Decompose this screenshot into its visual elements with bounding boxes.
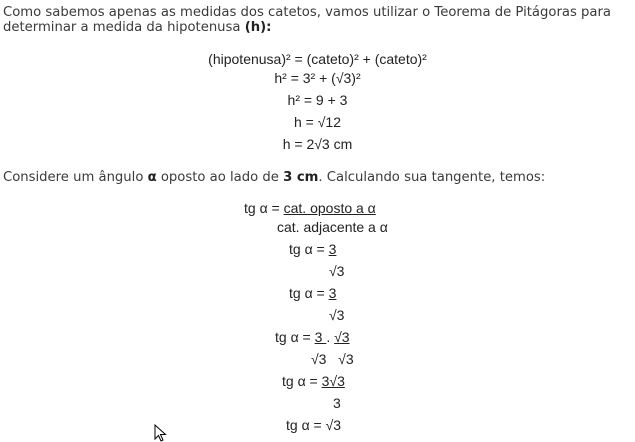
tangent-definition-numerator: cat. oposto a α — [283, 200, 376, 216]
pythagoras-result: h = 2√3 cm — [282, 136, 353, 152]
hypotenuse-symbol: (h): — [244, 20, 272, 35]
tangent-step-5-line — [282, 372, 345, 390]
tangent-step-4-numerator-b: √3 — [334, 329, 350, 345]
pythagoras-formula: (hipotenusa)² = (cateto)² + (cateto)² — [208, 51, 427, 67]
tangent-step-5-prefix: tg α = — [282, 373, 322, 389]
tangent-step-4-prefix: tg α = — [275, 329, 315, 345]
angle-sentence — [3, 170, 545, 186]
opposite-side-length: 3 cm — [283, 170, 319, 185]
tangent-step-2-denominator: √3 — [329, 263, 345, 279]
tangent-step-5-denominator: 3 — [333, 395, 341, 411]
tangent-step-3-denominator: √3 — [329, 307, 345, 323]
tangent-result: tg α = √3 — [286, 417, 342, 433]
tangent-step-3-line — [289, 284, 336, 302]
tangent-step-2-line — [289, 240, 336, 258]
alpha-symbol: α — [147, 170, 157, 185]
angle-sentence-post: . Calculando sua tangente, temos: — [318, 170, 546, 185]
angle-sentence-mid: oposto ao lado de — [156, 170, 284, 185]
tangent-definition-prefix: tg α = — [244, 200, 284, 216]
tangent-step-4-numerator-a: 3 — [314, 329, 327, 345]
pythagoras-step-3: h = √12 — [294, 114, 341, 130]
tangent-step-4-denominator: √3 √3 — [311, 351, 354, 367]
tangent-step-5-numerator: 3√3 — [321, 373, 345, 389]
tangent-step-3-numerator: 3 — [328, 285, 337, 301]
intro-line-2-text: determinar a medida da hipotenusa — [3, 20, 245, 35]
tangent-step-4-dot: . — [326, 329, 335, 345]
mouse-pointer-icon — [154, 424, 168, 442]
tangent-step-2-prefix: tg α = — [289, 241, 329, 257]
pythagoras-step-1: h² = 3² + (√3)² — [274, 70, 361, 86]
tangent-definition-denominator: cat. adjacente a α — [277, 219, 388, 235]
tangent-step-3-prefix: tg α = — [289, 285, 329, 301]
intro-line-1: Como sabemos apenas as medidas dos catetos, vamos utilizar o Teorema de Pitágoras para — [3, 5, 611, 20]
intro-line-2 — [3, 20, 271, 36]
tangent-step-2-numerator: 3 — [328, 241, 337, 257]
pythagoras-step-2: h² = 9 + 3 — [287, 92, 348, 108]
tangent-step-4-line — [275, 328, 350, 346]
angle-sentence-pre: Considere um ângulo — [3, 170, 148, 185]
tangent-definition-line — [244, 199, 376, 217]
